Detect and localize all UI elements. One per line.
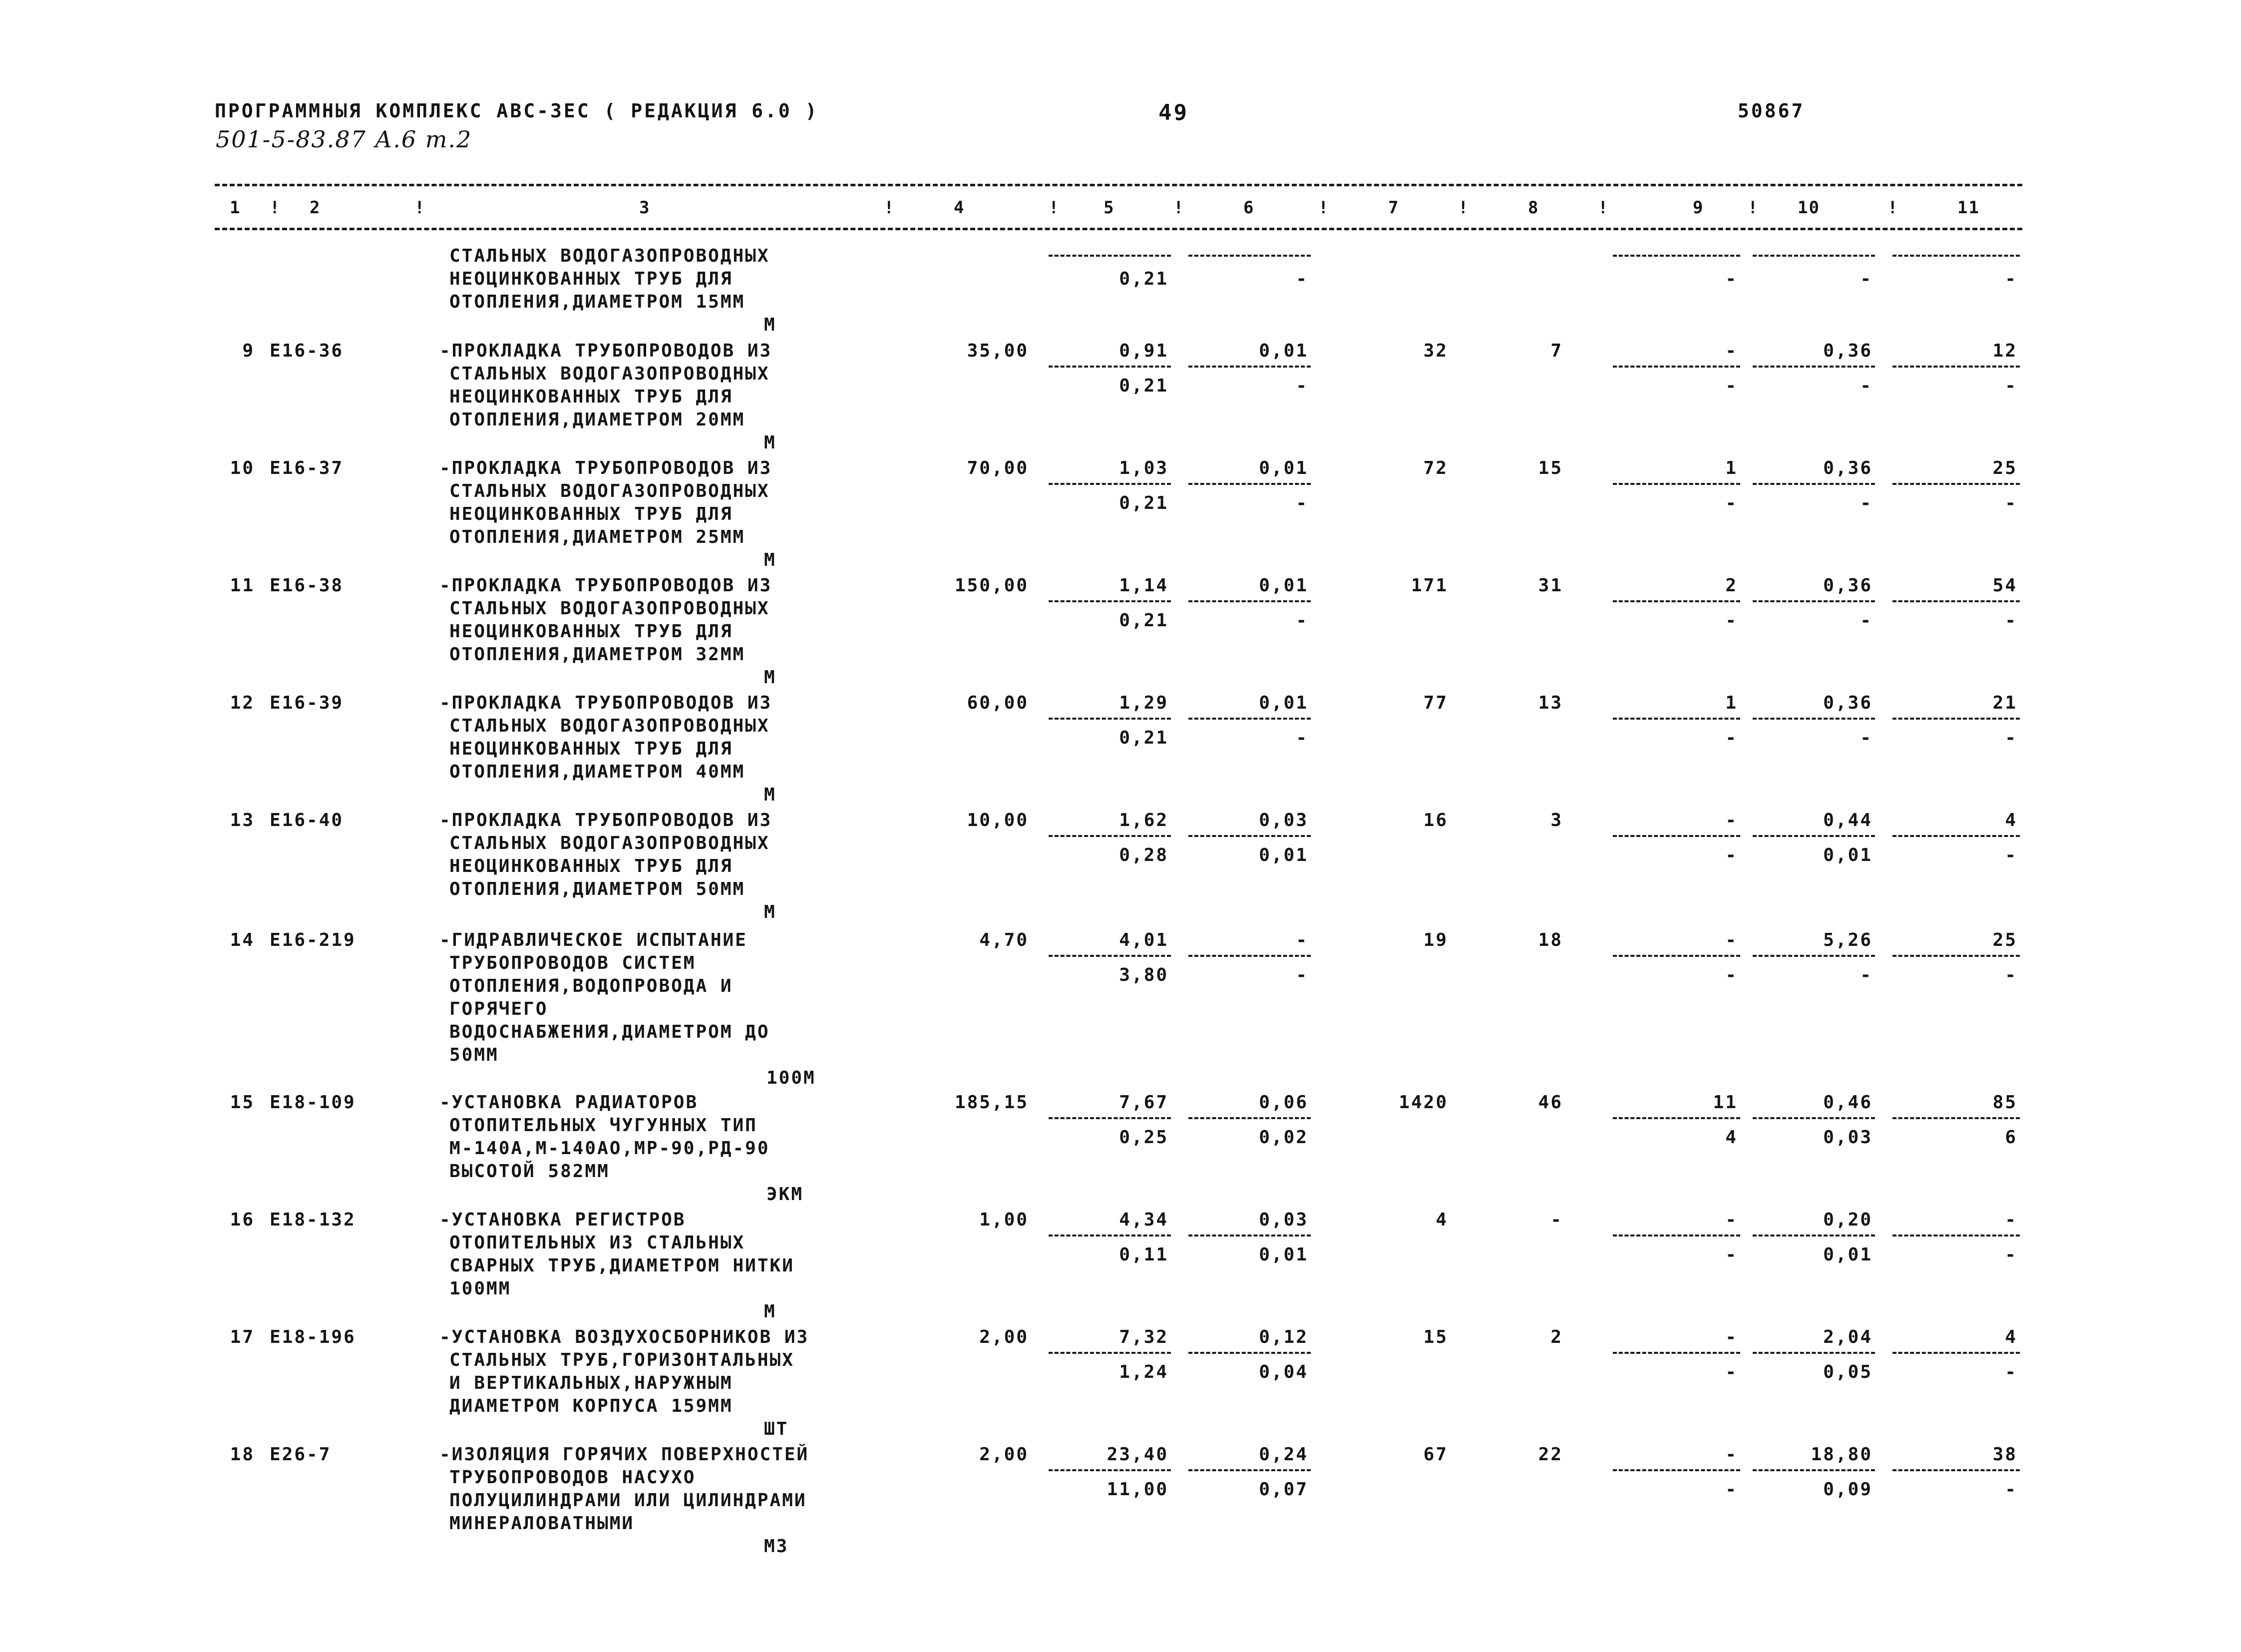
description-line: ОТОПЛЕНИЯ,ДИАМЕТРОМ 15ММ <box>449 292 746 312</box>
fraction-rule <box>1753 1352 1875 1354</box>
cell-c8: 46 <box>1538 1092 1563 1113</box>
cell-c9: 2 <box>1725 575 1738 596</box>
description-line: НЕОЦИНКОВАННЫХ ТРУБ ДЛЯ <box>449 856 733 876</box>
cell-c10: 2,04 <box>1823 1327 1872 1347</box>
description-line: ДИАМЕТРОМ КОРПУСА 159ММ <box>449 1396 733 1416</box>
fraction-rule <box>1049 1235 1171 1237</box>
cell-c9: - <box>1725 1327 1738 1347</box>
fraction-rule <box>1188 483 1311 485</box>
fraction-rule <box>1188 1235 1311 1237</box>
cell-c10: 5,26 <box>1823 930 1872 950</box>
cell-c11: 4 <box>2005 1327 2017 1347</box>
column-separator: ! <box>1318 198 1330 218</box>
cell-c5: 0,21 <box>1119 269 1168 289</box>
cell-c10: 0,36 <box>1823 575 1872 596</box>
description-line: СВАРНЫХ ТРУБ,ДИАМЕТРОМ НИТКИ <box>449 1255 794 1276</box>
description-line: ОТОПЛЕНИЯ,ВОДОПРОВОДА И <box>449 976 733 996</box>
cell-c11: - <box>2005 728 2017 748</box>
cell-c9: 11 <box>1713 1092 1738 1113</box>
cell-c10: 0,03 <box>1823 1127 1872 1148</box>
cell-c10: - <box>1860 728 1872 748</box>
cell-c9: 4 <box>1725 1127 1738 1148</box>
unit-label: 100М <box>766 1068 816 1088</box>
cell-c8: - <box>1550 1210 1563 1230</box>
cell-c9: - <box>1725 1444 1738 1465</box>
fraction-rule <box>1753 1235 1875 1237</box>
description-line: СТАЛЬНЫХ ВОДОГАЗОПРОВОДНЫХ <box>449 364 770 384</box>
fraction-rule <box>1613 1469 1740 1471</box>
cell-c6: 0,06 <box>1259 1092 1308 1113</box>
unit-label: М <box>764 315 776 335</box>
fraction-rule <box>1613 718 1740 720</box>
cell-c10: - <box>1860 493 1872 513</box>
cell-c5: 1,03 <box>1119 458 1168 478</box>
cell-c8: 15 <box>1538 458 1563 478</box>
cell-c10: - <box>1860 965 1872 985</box>
description-line: НЕОЦИНКОВАННЫХ ТРУБ ДЛЯ <box>449 504 733 524</box>
cell-c5: 0,21 <box>1119 376 1168 396</box>
header-bottom-rule <box>215 228 2022 230</box>
fraction-rule <box>1049 255 1171 257</box>
cell-c5: 0,21 <box>1119 728 1168 748</box>
description-line: -ПРОКЛАДКА ТРУБОПРОВОДОВ ИЗ <box>439 575 772 596</box>
fraction-rule <box>1049 835 1171 837</box>
column-separator: ! <box>414 198 426 218</box>
cell-c7: 77 <box>1423 693 1448 713</box>
cell-c4: 10,00 <box>967 810 1029 830</box>
item-code: Е16-219 <box>270 930 356 950</box>
cell-c10: 18,80 <box>1811 1444 1872 1465</box>
description-line: ПОЛУЦИЛИНДРАМИ ИЛИ ЦИЛИНДРАМИ <box>449 1490 807 1511</box>
cell-c7: 171 <box>1411 575 1448 596</box>
cell-c8: 13 <box>1538 693 1563 713</box>
cell-c5: 23,40 <box>1107 1444 1168 1465</box>
cell-c5: 0,21 <box>1119 493 1168 513</box>
handwritten-note: 501-5-83.87 А.6 т.2 <box>216 126 472 153</box>
fraction-rule <box>1753 366 1875 368</box>
cell-c5: 1,62 <box>1119 810 1168 830</box>
cell-c11: - <box>2005 1210 2017 1230</box>
description-line: -ИЗОЛЯЦИЯ ГОРЯЧИХ ПОВЕРХНОСТЕЙ <box>439 1444 809 1465</box>
cell-c5: 7,67 <box>1119 1092 1168 1113</box>
cell-c8: 18 <box>1538 930 1563 950</box>
column-separator: ! <box>1598 198 1609 218</box>
column-header: 5 <box>1104 198 1115 218</box>
cell-c11: 12 <box>1992 341 2017 361</box>
item-code: Е18-109 <box>270 1092 356 1113</box>
cell-c9: 1 <box>1725 458 1738 478</box>
cell-c11: 6 <box>2005 1127 2017 1148</box>
cell-c10: 0,36 <box>1823 693 1872 713</box>
fraction-rule <box>1049 955 1171 957</box>
column-separator: ! <box>1748 198 1759 218</box>
document-code: 50867 <box>1738 100 1805 122</box>
fraction-rule <box>1188 255 1311 257</box>
unit-label: М <box>764 432 776 453</box>
cell-c11: - <box>2005 1244 2017 1265</box>
description-line: СТАЛЬНЫХ ТРУБ,ГОРИЗОНТАЛЬНЫХ <box>449 1350 794 1370</box>
column-header: 2 <box>310 198 321 218</box>
cell-c9: - <box>1725 493 1738 513</box>
fraction-rule <box>1613 366 1740 368</box>
cell-c6: 0,07 <box>1259 1479 1308 1500</box>
description-line: СТАЛЬНЫХ ВОДОГАЗОПРОВОДНЫХ <box>449 481 770 501</box>
fraction-rule <box>1049 600 1171 602</box>
fraction-rule <box>1613 1352 1740 1354</box>
cell-c5: 0,91 <box>1119 341 1168 361</box>
cell-c10: 0,05 <box>1823 1362 1872 1382</box>
row-number: 18 <box>230 1444 255 1465</box>
unit-label: М <box>764 785 776 805</box>
cell-c10: 0,44 <box>1823 810 1872 830</box>
fraction-rule <box>1892 600 2020 602</box>
description-line: -ПРОКЛАДКА ТРУБОПРОВОДОВ ИЗ <box>439 693 772 713</box>
cell-c11: - <box>2005 1479 2017 1500</box>
cell-c9: - <box>1725 1210 1738 1230</box>
fraction-rule <box>1188 718 1311 720</box>
fraction-rule <box>1892 483 2020 485</box>
description-line: 100ММ <box>449 1278 511 1299</box>
cell-c9: - <box>1725 376 1738 396</box>
fraction-rule <box>1188 1469 1311 1471</box>
cell-c4: 150,00 <box>954 575 1029 596</box>
column-separator: ! <box>1887 198 1899 218</box>
description-line: М-140А,М-140АО,МР-90,РД-90 <box>449 1138 770 1159</box>
cell-c11: 4 <box>2005 810 2017 830</box>
description-line: СТАЛЬНЫХ ВОДОГАЗОПРОВОДНЫХ <box>449 833 770 853</box>
item-code: Е16-37 <box>270 458 344 478</box>
cell-c6: 0,24 <box>1259 1444 1308 1465</box>
description-line: ТРУБОПРОВОДОВ СИСТЕМ <box>449 953 696 973</box>
item-code: Е18-132 <box>270 1210 356 1230</box>
description-line: НЕОЦИНКОВАННЫХ ТРУБ ДЛЯ <box>449 269 733 289</box>
description-line: ОТОПЛЕНИЯ,ДИАМЕТРОМ 25ММ <box>449 527 746 547</box>
description-line: СТАЛЬНЫХ ВОДОГАЗОПРОВОДНЫХ <box>449 598 770 619</box>
cell-c5: 4,01 <box>1119 930 1168 950</box>
row-number: 13 <box>230 810 255 830</box>
cell-c6: 0,12 <box>1259 1327 1308 1347</box>
cell-c6: - <box>1296 376 1308 396</box>
fraction-rule <box>1613 600 1740 602</box>
cell-c6: 0,01 <box>1259 341 1308 361</box>
cell-c6: 0,04 <box>1259 1362 1308 1382</box>
fraction-rule <box>1049 366 1171 368</box>
cell-c11: - <box>2005 965 2017 985</box>
column-separator: ! <box>884 198 895 218</box>
description-line: НЕОЦИНКОВАННЫХ ТРУБ ДЛЯ <box>449 739 733 759</box>
description-line: 50ММ <box>449 1045 499 1065</box>
cell-c10: 0,46 <box>1823 1092 1872 1113</box>
cell-c9: - <box>1725 1244 1738 1265</box>
column-header: 11 <box>1957 198 1980 218</box>
description-line: СТАЛЬНЫХ ВОДОГАЗОПРОВОДНЫХ <box>449 716 770 736</box>
cell-c10: 0,01 <box>1823 1244 1872 1265</box>
description-line: -УСТАНОВКА ВОЗДУХОСБОРНИКОВ ИЗ <box>439 1327 809 1347</box>
row-number: 10 <box>230 458 255 478</box>
column-separator: ! <box>270 198 281 218</box>
fraction-rule <box>1892 1352 2020 1354</box>
cell-c7: 67 <box>1423 1444 1448 1465</box>
cell-c11: 25 <box>1992 930 2017 950</box>
description-line: -ПРОКЛАДКА ТРУБОПРОВОДОВ ИЗ <box>439 341 772 361</box>
description-line: -ГИДРАВЛИЧЕСКОЕ ИСПЫТАНИЕ <box>439 930 747 950</box>
unit-label: М <box>764 667 776 688</box>
cell-c4: 185,15 <box>954 1092 1029 1113</box>
cell-c10: 0,36 <box>1823 341 1872 361</box>
cell-c4: 2,00 <box>979 1444 1029 1465</box>
fraction-rule <box>1049 1352 1171 1354</box>
program-title: ПРОГРАММНЫЯ КОМПЛЕКС АВС-ЗЕС ( РЕДАКЦИЯ 6.0 ) <box>215 100 819 122</box>
description-line: ТРУБОПРОВОДОВ НАСУХО <box>449 1467 696 1488</box>
cell-c6: 0,01 <box>1259 1244 1308 1265</box>
item-code: Е16-38 <box>270 575 344 596</box>
column-header: 3 <box>639 198 651 218</box>
description-line: ОТОПИТЕЛЬНЫХ ЧУГУННЫХ ТИП <box>449 1115 757 1136</box>
column-header: 7 <box>1388 198 1400 218</box>
fraction-rule <box>1753 718 1875 720</box>
description-line: -ПРОКЛАДКА ТРУБОПРОВОДОВ ИЗ <box>439 810 772 830</box>
fraction-rule <box>1613 483 1740 485</box>
unit-label: ШТ <box>764 1419 789 1439</box>
cell-c11: - <box>2005 376 2017 396</box>
description-line: И ВЕРТИКАЛЬНЫХ,НАРУЖНЫМ <box>449 1373 733 1393</box>
row-number: 14 <box>230 930 255 950</box>
row-number: 12 <box>230 693 255 713</box>
cell-c5: 3,80 <box>1119 965 1168 985</box>
fraction-rule <box>1892 1469 2020 1471</box>
cell-c8: 22 <box>1538 1444 1563 1465</box>
cell-c10: - <box>1860 610 1872 631</box>
cell-c10: 0,09 <box>1823 1479 1872 1500</box>
fraction-rule <box>1892 1235 2020 1237</box>
fraction-rule <box>1753 955 1875 957</box>
fraction-rule <box>1753 1469 1875 1471</box>
unit-label: М <box>764 1301 776 1322</box>
fraction-rule <box>1188 955 1311 957</box>
description-line: НЕОЦИНКОВАННЫХ ТРУБ ДЛЯ <box>449 387 733 407</box>
fraction-rule <box>1892 718 2020 720</box>
cell-c8: 3 <box>1550 810 1563 830</box>
description-line: СТАЛЬНЫХ ВОДОГАЗОПРОВОДНЫХ <box>449 246 770 266</box>
description-line: МИНЕРАЛОВАТНЫМИ <box>449 1513 635 1534</box>
cell-c6: 0,01 <box>1259 575 1308 596</box>
fraction-rule <box>1188 600 1311 602</box>
fraction-rule <box>1753 483 1875 485</box>
cell-c5: 0,25 <box>1119 1127 1168 1148</box>
cell-c11: 54 <box>1992 575 2017 596</box>
cell-c6: - <box>1296 965 1308 985</box>
table-top-rule <box>215 184 2022 186</box>
fraction-rule <box>1049 483 1171 485</box>
item-code: Е16-39 <box>270 693 344 713</box>
fraction-rule <box>1892 955 2020 957</box>
cell-c6: - <box>1296 493 1308 513</box>
row-number: 11 <box>230 575 255 596</box>
column-header: 10 <box>1798 198 1820 218</box>
cell-c7: 32 <box>1423 341 1448 361</box>
fraction-rule <box>1613 1117 1740 1119</box>
fraction-rule <box>1049 1469 1171 1471</box>
cell-c6: 0,02 <box>1259 1127 1308 1148</box>
description-line: ОТОПЛЕНИЯ,ДИАМЕТРОМ 40ММ <box>449 762 746 782</box>
cell-c10: - <box>1860 269 1872 289</box>
fraction-rule <box>1753 255 1875 257</box>
cell-c5: 0,28 <box>1119 845 1168 865</box>
cell-c4: 2,00 <box>979 1327 1029 1347</box>
cell-c9: - <box>1725 810 1738 830</box>
description-line: ОТОПЛЕНИЯ,ДИАМЕТРОМ 32ММ <box>449 644 746 665</box>
item-code: Е18-196 <box>270 1327 356 1347</box>
cell-c11: - <box>2005 269 2017 289</box>
cell-c9: - <box>1725 965 1738 985</box>
cell-c10: 0,20 <box>1823 1210 1872 1230</box>
cell-c4: 35,00 <box>967 341 1029 361</box>
cell-c5: 0,11 <box>1119 1244 1168 1265</box>
description-line: ГОРЯЧЕГО <box>449 999 548 1019</box>
cell-c11: - <box>2005 610 2017 631</box>
fraction-rule <box>1188 835 1311 837</box>
fraction-rule <box>1188 1117 1311 1119</box>
unit-label: ЭКМ <box>766 1184 804 1205</box>
item-code: Е16-40 <box>270 810 344 830</box>
item-code: Е26-7 <box>270 1444 332 1465</box>
cell-c9: - <box>1725 610 1738 631</box>
cell-c5: 0,21 <box>1119 610 1168 631</box>
cell-c5: 11,00 <box>1107 1479 1168 1500</box>
row-number: 9 <box>242 341 255 361</box>
cell-c7: 1420 <box>1399 1092 1448 1113</box>
cell-c5: 1,24 <box>1119 1362 1168 1382</box>
column-header: 6 <box>1243 198 1255 218</box>
cell-c9: - <box>1725 341 1738 361</box>
cell-c11: - <box>2005 1362 2017 1382</box>
cell-c10: 0,01 <box>1823 845 1872 865</box>
cell-c5: 1,14 <box>1119 575 1168 596</box>
row-number: 17 <box>230 1327 255 1347</box>
description-line: -ПРОКЛАДКА ТРУБОПРОВОДОВ ИЗ <box>439 458 772 478</box>
fraction-rule <box>1613 255 1740 257</box>
fraction-rule <box>1613 955 1740 957</box>
cell-c4: 4,70 <box>979 930 1029 950</box>
column-separator: ! <box>1049 198 1060 218</box>
cell-c9: - <box>1725 1479 1738 1500</box>
fraction-rule <box>1753 600 1875 602</box>
cell-c6: - <box>1296 930 1308 950</box>
description-line: НЕОЦИНКОВАННЫХ ТРУБ ДЛЯ <box>449 621 733 642</box>
cell-c6: - <box>1296 728 1308 748</box>
cell-c9: 1 <box>1725 693 1738 713</box>
cell-c11: 25 <box>1992 458 2017 478</box>
cell-c9: - <box>1725 845 1738 865</box>
fraction-rule <box>1613 1235 1740 1237</box>
cell-c11: 85 <box>1992 1092 2017 1113</box>
fraction-rule <box>1892 366 2020 368</box>
cell-c10: 0,36 <box>1823 458 1872 478</box>
fraction-rule <box>1753 1117 1875 1119</box>
item-code: Е16-36 <box>270 341 344 361</box>
description-line: ОТОПЛЕНИЯ,ДИАМЕТРОМ 20ММ <box>449 410 746 430</box>
cell-c8: 31 <box>1538 575 1563 596</box>
description-line: ВЫСОТОЙ 582ММ <box>449 1161 610 1182</box>
description-line: ВОДОСНАБЖЕНИЯ,ДИАМЕТРОМ ДО <box>449 1022 770 1042</box>
cell-c6: 0,03 <box>1259 810 1308 830</box>
cell-c7: 16 <box>1423 810 1448 830</box>
cell-c11: - <box>2005 845 2017 865</box>
cell-c9: - <box>1725 930 1738 950</box>
fraction-rule <box>1188 1352 1311 1354</box>
description-line: -УСТАНОВКА РЕГИСТРОВ <box>439 1210 686 1230</box>
fraction-rule <box>1892 255 2020 257</box>
column-header: 9 <box>1693 198 1704 218</box>
cell-c6: 0,01 <box>1259 458 1308 478</box>
page-number: 49 <box>1158 100 1189 125</box>
cell-c6: 0,01 <box>1259 693 1308 713</box>
cell-c7: 19 <box>1423 930 1448 950</box>
cell-c11: 38 <box>1992 1444 2017 1465</box>
column-header: 1 <box>230 198 241 218</box>
row-number: 16 <box>230 1210 255 1230</box>
column-header: 8 <box>1528 198 1539 218</box>
fraction-rule <box>1049 1117 1171 1119</box>
fraction-rule <box>1753 835 1875 837</box>
cell-c9: - <box>1725 1362 1738 1382</box>
unit-label: М3 <box>764 1536 789 1557</box>
cell-c6: 0,03 <box>1259 1210 1308 1230</box>
description-line: -УСТАНОВКА РАДИАТОРОВ <box>439 1092 699 1113</box>
fraction-rule <box>1892 1117 2020 1119</box>
cell-c8: 2 <box>1550 1327 1563 1347</box>
cell-c6: - <box>1296 610 1308 631</box>
row-number: 15 <box>230 1092 255 1113</box>
column-separator: ! <box>1173 198 1185 218</box>
cell-c5: 7,32 <box>1119 1327 1168 1347</box>
column-separator: ! <box>1458 198 1470 218</box>
fraction-rule <box>1049 718 1171 720</box>
unit-label: М <box>764 550 776 570</box>
cell-c6: - <box>1296 269 1308 289</box>
cell-c5: 1,29 <box>1119 693 1168 713</box>
description-line: ОТОПИТЕЛЬНЫХ ИЗ СТАЛЬНЫХ <box>449 1233 746 1253</box>
cell-c11: - <box>2005 493 2017 513</box>
fraction-rule <box>1892 835 2020 837</box>
description-line: ОТОПЛЕНИЯ,ДИАМЕТРОМ 50ММ <box>449 879 746 899</box>
fraction-rule <box>1613 835 1740 837</box>
cell-c10: - <box>1860 376 1872 396</box>
cell-c11: 21 <box>1992 693 2017 713</box>
unit-label: М <box>764 902 776 922</box>
cell-c7: 72 <box>1423 458 1448 478</box>
cell-c7: 15 <box>1423 1327 1448 1347</box>
cell-c8: 7 <box>1550 341 1563 361</box>
cell-c9: - <box>1725 728 1738 748</box>
column-header: 4 <box>954 198 965 218</box>
cell-c4: 70,00 <box>967 458 1029 478</box>
cell-c7: 4 <box>1436 1210 1448 1230</box>
cell-c9: - <box>1725 269 1738 289</box>
cell-c6: 0,01 <box>1259 845 1308 865</box>
cell-c4: 1,00 <box>979 1210 1029 1230</box>
cell-c4: 60,00 <box>967 693 1029 713</box>
fraction-rule <box>1188 366 1311 368</box>
cell-c5: 4,34 <box>1119 1210 1168 1230</box>
